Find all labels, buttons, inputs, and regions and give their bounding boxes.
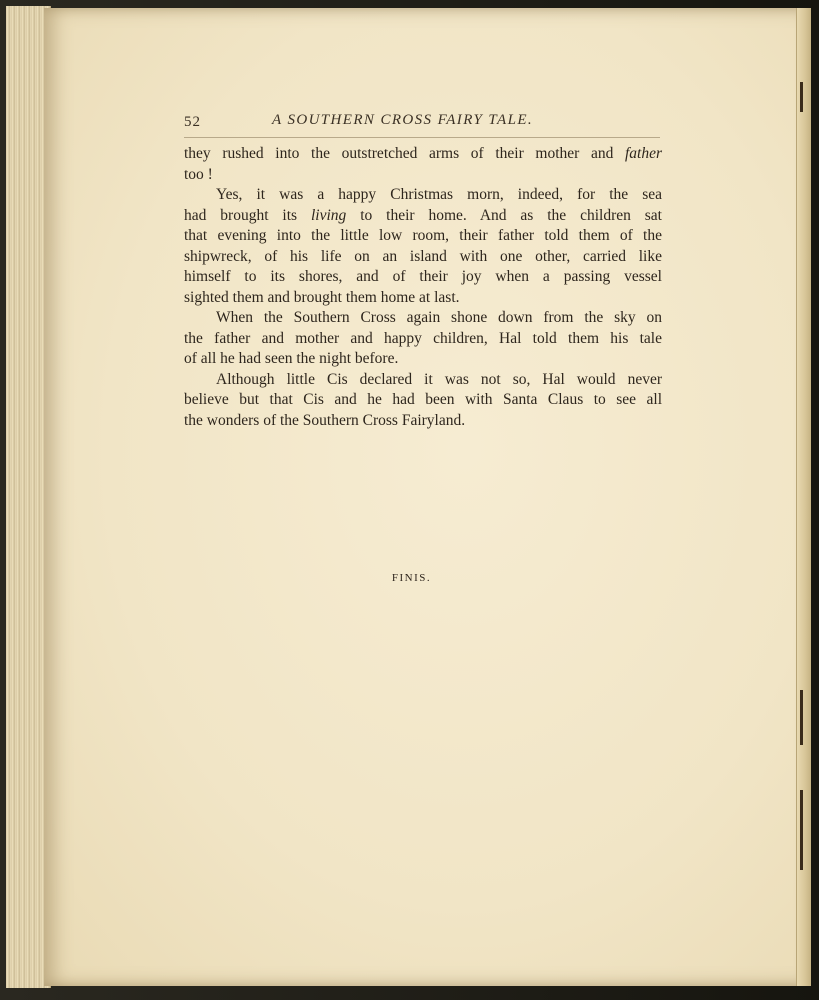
page-tear [800,690,803,745]
text-line: sighted them and brought them home at last. [184,288,460,306]
emphasis-text: father [624,145,662,162]
text-line: himself to its shores, and of their joy when a passing vessel [184,268,662,285]
text-line: believe but that Cis and he had been with Santa Claus to see all [184,391,662,408]
page-header [184,112,660,134]
text-line: Yes, it was a happy Christmas morn, indeed, for the sea [216,186,662,203]
text-line: When the Southern Cross again shone down from the sky on [216,309,662,326]
text-line: the wonders of the Southern Cross Fairyland. [184,411,466,429]
text-line: the father and mother and happy children, Hal told them his tale [184,329,662,347]
text-line: they rushed into the outstretched arms of their mother and father [184,145,662,162]
page-tear [800,82,803,112]
finis-label: FINIS. [391,572,432,584]
emphasis-text: living [310,206,347,224]
text-line: of all he had seen the night before. [184,350,399,367]
body-text [184,144,662,431]
header-rule [184,137,660,138]
text-line: had brought its living to their home. And as the children sat [184,206,662,224]
page-tear [800,790,803,870]
running-title: A SOUTHERN CROSS FAIRY TALE. [272,112,534,128]
text-line: shipwreck, of his life on an island with one other, carried like [184,247,662,265]
text-line: that evening into the little low room, their father told them of the [184,227,662,244]
text-line: too ! [184,165,213,183]
page-number: 52 [184,114,201,130]
right-binding [796,8,811,986]
text-line: Although little Cis declared it was not so, Hal would never [216,370,662,388]
